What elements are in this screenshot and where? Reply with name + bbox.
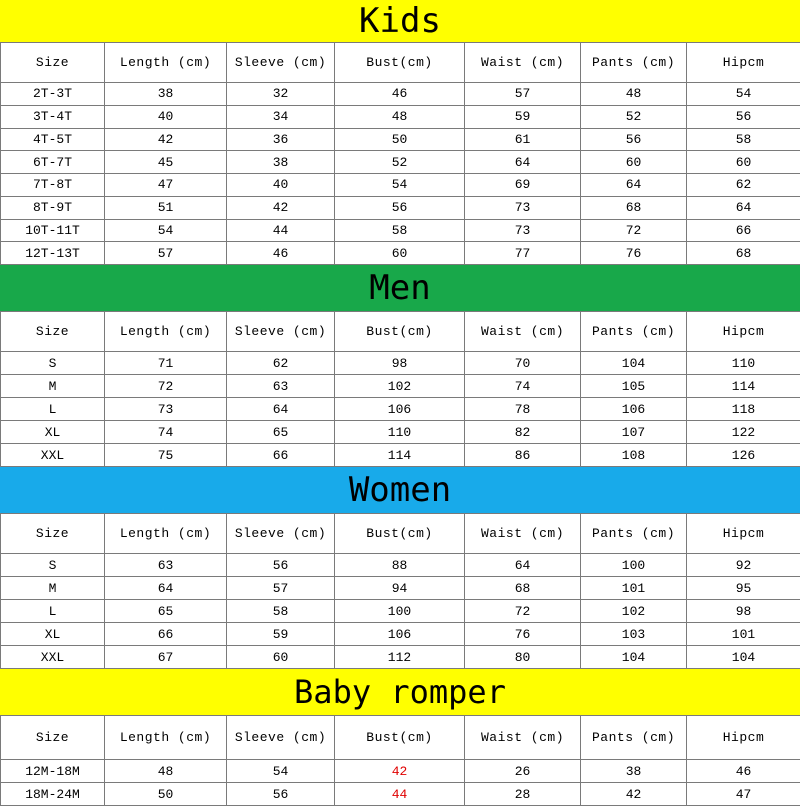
value-cell: 40 bbox=[227, 174, 335, 197]
value-cell: 112 bbox=[335, 646, 465, 669]
value-cell: 106 bbox=[335, 623, 465, 646]
value-cell: 64 bbox=[581, 174, 687, 197]
value-cell: 66 bbox=[687, 219, 800, 242]
value-cell: 72 bbox=[581, 219, 687, 242]
table-row bbox=[1, 444, 800, 467]
value-cell: 114 bbox=[687, 375, 800, 398]
value-cell: 98 bbox=[335, 352, 465, 375]
value-cell: 104 bbox=[581, 352, 687, 375]
value-cell: 74 bbox=[465, 375, 581, 398]
table-row bbox=[1, 421, 800, 444]
value-cell: 58 bbox=[227, 600, 335, 623]
value-cell: 86 bbox=[465, 444, 581, 467]
value-cell: 62 bbox=[687, 174, 800, 197]
value-cell: 68 bbox=[465, 577, 581, 600]
value-cell: 110 bbox=[335, 421, 465, 444]
value-cell: 105 bbox=[581, 375, 687, 398]
column-header: Hipcm bbox=[687, 312, 800, 352]
size-cell: 12M-18M bbox=[1, 760, 105, 783]
table-row bbox=[1, 623, 800, 646]
value-cell: 106 bbox=[335, 398, 465, 421]
table-row bbox=[1, 600, 800, 623]
value-cell: 56 bbox=[227, 554, 335, 577]
column-header: Length (cm) bbox=[105, 312, 227, 352]
value-cell: 95 bbox=[687, 577, 800, 600]
column-header: Length (cm) bbox=[105, 716, 227, 760]
value-cell: 100 bbox=[581, 554, 687, 577]
value-cell: 101 bbox=[687, 623, 800, 646]
value-cell: 64 bbox=[687, 196, 800, 219]
column-header: Sleeve (cm) bbox=[227, 514, 335, 554]
value-cell: 60 bbox=[581, 151, 687, 174]
value-cell: 59 bbox=[227, 623, 335, 646]
column-header: Bust(cm) bbox=[335, 514, 465, 554]
value-cell: 50 bbox=[335, 128, 465, 151]
column-header: Sleeve (cm) bbox=[227, 716, 335, 760]
value-cell: 104 bbox=[687, 646, 800, 669]
value-cell: 60 bbox=[687, 151, 800, 174]
kids-banner bbox=[0, 0, 800, 42]
value-cell: 36 bbox=[227, 128, 335, 151]
value-cell: 74 bbox=[105, 421, 227, 444]
size-cell: 6T-7T bbox=[1, 151, 105, 174]
value-cell: 76 bbox=[465, 623, 581, 646]
value-cell: 110 bbox=[687, 352, 800, 375]
value-cell: 47 bbox=[687, 783, 800, 806]
header-row bbox=[1, 716, 800, 760]
value-cell: 78 bbox=[465, 398, 581, 421]
column-header: Waist (cm) bbox=[465, 43, 581, 83]
column-header: Sleeve (cm) bbox=[227, 43, 335, 83]
value-cell: 59 bbox=[465, 105, 581, 128]
size-cell: L bbox=[1, 600, 105, 623]
value-cell: 58 bbox=[335, 219, 465, 242]
value-cell: 51 bbox=[105, 196, 227, 219]
column-header: Bust(cm) bbox=[335, 43, 465, 83]
size-cell: S bbox=[1, 554, 105, 577]
men-banner bbox=[0, 265, 800, 311]
value-cell: 46 bbox=[335, 83, 465, 106]
kids-title: Kids bbox=[359, 1, 441, 41]
value-cell: 60 bbox=[227, 646, 335, 669]
column-header: Waist (cm) bbox=[465, 312, 581, 352]
table-row bbox=[1, 242, 800, 265]
table-row bbox=[1, 352, 800, 375]
header-row bbox=[1, 514, 800, 554]
column-header: Pants (cm) bbox=[581, 312, 687, 352]
column-header: Hipcm bbox=[687, 43, 800, 83]
value-cell: 102 bbox=[581, 600, 687, 623]
value-cell: 108 bbox=[581, 444, 687, 467]
value-cell: 65 bbox=[105, 600, 227, 623]
size-cell: XL bbox=[1, 421, 105, 444]
table-row bbox=[1, 151, 800, 174]
value-cell: 100 bbox=[335, 600, 465, 623]
column-header: Pants (cm) bbox=[581, 514, 687, 554]
size-cell: M bbox=[1, 577, 105, 600]
baby-title: Baby romper bbox=[294, 673, 506, 711]
men-table bbox=[0, 311, 800, 467]
value-cell: 38 bbox=[227, 151, 335, 174]
value-cell: 64 bbox=[465, 151, 581, 174]
value-cell: 118 bbox=[687, 398, 800, 421]
table-row bbox=[1, 398, 800, 421]
size-cell: 18M-24M bbox=[1, 783, 105, 806]
value-cell: 70 bbox=[465, 352, 581, 375]
table-row bbox=[1, 375, 800, 398]
value-cell: 54 bbox=[227, 760, 335, 783]
value-cell: 114 bbox=[335, 444, 465, 467]
value-cell: 64 bbox=[105, 577, 227, 600]
column-header: Bust(cm) bbox=[335, 716, 465, 760]
kids-table bbox=[0, 42, 800, 265]
value-cell: 77 bbox=[465, 242, 581, 265]
value-cell: 66 bbox=[227, 444, 335, 467]
baby-banner bbox=[0, 669, 800, 715]
size-cell: 8T-9T bbox=[1, 196, 105, 219]
table-row bbox=[1, 760, 800, 783]
value-cell: 106 bbox=[581, 398, 687, 421]
value-cell: 42 bbox=[335, 760, 465, 783]
header-row bbox=[1, 43, 800, 83]
value-cell: 47 bbox=[105, 174, 227, 197]
value-cell: 45 bbox=[105, 151, 227, 174]
value-cell: 57 bbox=[465, 83, 581, 106]
value-cell: 52 bbox=[581, 105, 687, 128]
value-cell: 94 bbox=[335, 577, 465, 600]
column-header: Waist (cm) bbox=[465, 716, 581, 760]
value-cell: 42 bbox=[227, 196, 335, 219]
table-row bbox=[1, 219, 800, 242]
value-cell: 88 bbox=[335, 554, 465, 577]
value-cell: 67 bbox=[105, 646, 227, 669]
value-cell: 48 bbox=[105, 760, 227, 783]
women-banner bbox=[0, 467, 800, 513]
value-cell: 71 bbox=[105, 352, 227, 375]
size-cell: L bbox=[1, 398, 105, 421]
size-cell: XL bbox=[1, 623, 105, 646]
baby-table bbox=[0, 715, 800, 806]
value-cell: 104 bbox=[581, 646, 687, 669]
table-row bbox=[1, 577, 800, 600]
value-cell: 54 bbox=[105, 219, 227, 242]
value-cell: 60 bbox=[335, 242, 465, 265]
value-cell: 54 bbox=[335, 174, 465, 197]
size-cell: 2T-3T bbox=[1, 83, 105, 106]
table-row bbox=[1, 83, 800, 106]
column-header: Hipcm bbox=[687, 716, 800, 760]
value-cell: 72 bbox=[105, 375, 227, 398]
value-cell: 46 bbox=[687, 760, 800, 783]
value-cell: 101 bbox=[581, 577, 687, 600]
value-cell: 63 bbox=[227, 375, 335, 398]
value-cell: 72 bbox=[465, 600, 581, 623]
value-cell: 61 bbox=[465, 128, 581, 151]
table-row bbox=[1, 783, 800, 806]
value-cell: 64 bbox=[465, 554, 581, 577]
value-cell: 73 bbox=[465, 219, 581, 242]
value-cell: 98 bbox=[687, 600, 800, 623]
value-cell: 48 bbox=[335, 105, 465, 128]
value-cell: 28 bbox=[465, 783, 581, 806]
value-cell: 103 bbox=[581, 623, 687, 646]
size-cell: S bbox=[1, 352, 105, 375]
value-cell: 48 bbox=[581, 83, 687, 106]
column-header: Length (cm) bbox=[105, 43, 227, 83]
size-cell: 7T-8T bbox=[1, 174, 105, 197]
women-table bbox=[0, 513, 800, 669]
table-row bbox=[1, 196, 800, 219]
column-header: Size bbox=[1, 716, 105, 760]
value-cell: 56 bbox=[687, 105, 800, 128]
value-cell: 92 bbox=[687, 554, 800, 577]
value-cell: 44 bbox=[335, 783, 465, 806]
value-cell: 56 bbox=[335, 196, 465, 219]
value-cell: 57 bbox=[105, 242, 227, 265]
value-cell: 66 bbox=[105, 623, 227, 646]
table-row bbox=[1, 105, 800, 128]
value-cell: 68 bbox=[581, 196, 687, 219]
size-cell: 3T-4T bbox=[1, 105, 105, 128]
value-cell: 26 bbox=[465, 760, 581, 783]
value-cell: 42 bbox=[581, 783, 687, 806]
value-cell: 34 bbox=[227, 105, 335, 128]
value-cell: 126 bbox=[687, 444, 800, 467]
men-title: Men bbox=[369, 268, 430, 308]
value-cell: 62 bbox=[227, 352, 335, 375]
table-row bbox=[1, 128, 800, 151]
size-cell: 4T-5T bbox=[1, 128, 105, 151]
column-header: Pants (cm) bbox=[581, 43, 687, 83]
value-cell: 38 bbox=[105, 83, 227, 106]
column-header: Waist (cm) bbox=[465, 514, 581, 554]
value-cell: 32 bbox=[227, 83, 335, 106]
value-cell: 56 bbox=[581, 128, 687, 151]
value-cell: 63 bbox=[105, 554, 227, 577]
value-cell: 75 bbox=[105, 444, 227, 467]
value-cell: 65 bbox=[227, 421, 335, 444]
women-title: Women bbox=[349, 470, 451, 510]
value-cell: 38 bbox=[581, 760, 687, 783]
value-cell: 44 bbox=[227, 219, 335, 242]
column-header: Size bbox=[1, 514, 105, 554]
table-row bbox=[1, 646, 800, 669]
value-cell: 69 bbox=[465, 174, 581, 197]
size-cell: 12T-13T bbox=[1, 242, 105, 265]
value-cell: 102 bbox=[335, 375, 465, 398]
size-cell: XXL bbox=[1, 646, 105, 669]
size-cell: 10T-11T bbox=[1, 219, 105, 242]
value-cell: 58 bbox=[687, 128, 800, 151]
value-cell: 54 bbox=[687, 83, 800, 106]
column-header: Sleeve (cm) bbox=[227, 312, 335, 352]
value-cell: 52 bbox=[335, 151, 465, 174]
value-cell: 50 bbox=[105, 783, 227, 806]
value-cell: 73 bbox=[105, 398, 227, 421]
size-cell: M bbox=[1, 375, 105, 398]
value-cell: 40 bbox=[105, 105, 227, 128]
value-cell: 42 bbox=[105, 128, 227, 151]
table-row bbox=[1, 554, 800, 577]
header-row bbox=[1, 312, 800, 352]
column-header: Size bbox=[1, 43, 105, 83]
column-header: Bust(cm) bbox=[335, 312, 465, 352]
value-cell: 76 bbox=[581, 242, 687, 265]
column-header: Hipcm bbox=[687, 514, 800, 554]
size-cell: XXL bbox=[1, 444, 105, 467]
table-row bbox=[1, 174, 800, 197]
value-cell: 57 bbox=[227, 577, 335, 600]
value-cell: 68 bbox=[687, 242, 800, 265]
value-cell: 56 bbox=[227, 783, 335, 806]
column-header: Length (cm) bbox=[105, 514, 227, 554]
value-cell: 73 bbox=[465, 196, 581, 219]
value-cell: 122 bbox=[687, 421, 800, 444]
value-cell: 64 bbox=[227, 398, 335, 421]
value-cell: 82 bbox=[465, 421, 581, 444]
value-cell: 46 bbox=[227, 242, 335, 265]
value-cell: 80 bbox=[465, 646, 581, 669]
column-header: Size bbox=[1, 312, 105, 352]
column-header: Pants (cm) bbox=[581, 716, 687, 760]
value-cell: 107 bbox=[581, 421, 687, 444]
